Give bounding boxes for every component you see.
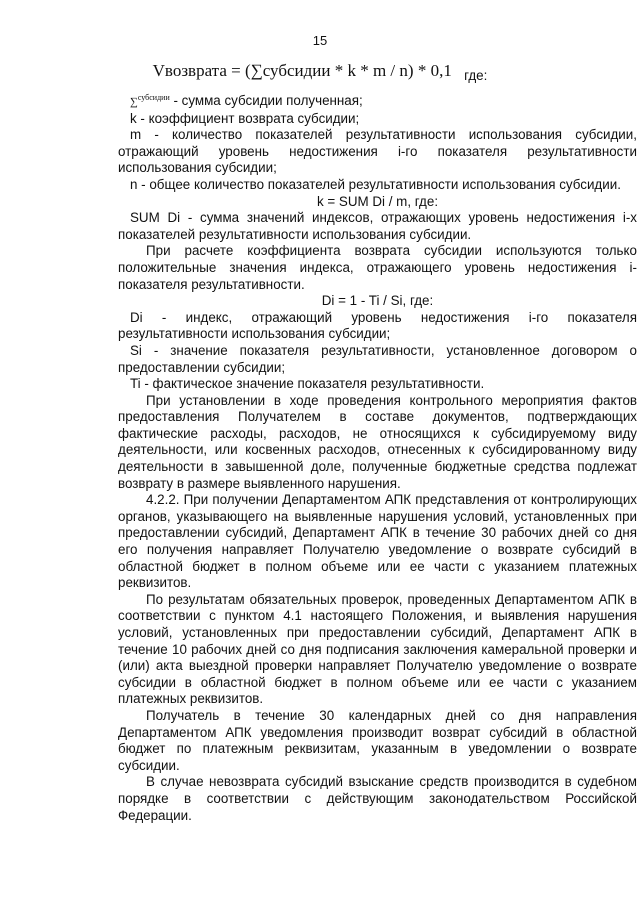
definition-sum-di: SUM Di - сумма значений индексов, отражающих уровень недостижения i-х показателей результативности использования субсидии. [118,210,637,242]
formula-di: Di = 1 - Ti / Si, где: [321,293,434,309]
definition-m: m - количество показателей результативности использования субсидии, отражающий уровень недостижения i-го показателя результативности использования субсидии; [118,127,637,176]
formula-k: k = SUM Di / m, где: [316,193,439,209]
definition-di: Di - индекс, отражающий уровень недостижения i-го показателя результативности использования субсидии; [118,309,637,342]
paragraph-court: В случае невозврата субсидий взыскание средств производится в судебном порядке в соответствии с действующим законодательством Российской Федерации. [118,774,637,823]
paragraph-positive-note: При расчете коэффициента возврата субсидии используются только положительные значения индекса, отражающего уровень недостижения i-показателя результативности. [118,243,637,292]
paragraph-checks: По результатам обязательных проверок, проведенных Департаментом АПК в соответствии с пунктом 4.1 настоящего Положения, и выявления нарушения условий, установленных при предоставлении субсидий, Департамент АПК в течение 10 рабочих дней со дня подписания заключения камеральной проверки и (или) акта выездной проверки направляет Получателю уведомление о возврате субсидии в областной бюджет в полном объеме или ее части с указанием платежных реквизитов. [118,591,637,707]
document-body [118,90,637,824]
definition-si: Si - значение показателя результативности, установленное договором о предоставлении субсидии; [118,342,637,375]
sum-symbol: $\sum_{субсидии}$ [130,93,170,108]
definition-k: k - коэффициент возврата субсидии; [130,110,360,126]
definition-ti: Ti - фактическое значение показателя результативности. [130,376,485,392]
definition-sum-text: - сумма субсидии полученная; [173,93,363,108]
formula-return [0,61,640,81]
formula-return-suffix: где: [464,68,488,83]
definition-sum [118,90,637,111]
definition-n: n - общее количество показателей результативности использования субсидии. [130,176,621,192]
paragraph-facts: При установлении в ходе проведения контрольного мероприятия фактов предоставления Получателем в составе документов, подтверждающих фактические расходы, расходов, не относящихся к субсидируемому виду деятельности, или косвенных расходов, отнесенных к субсидированному виду деятельности в завышенной доле, полученные бюджетные средства подлежат возврату в размере выявленного нарушения. [118,392,637,491]
formula-return-expression: Vвозврата = (∑субсидии * k * m / n) * 0,1 [152,61,452,80]
page-number: 15 [312,33,328,48]
paragraph-return: Получатель в течение 30 календарных дней со дня направления Департаментом АПК уведомления производит возврат субсидий в областной бюджет по платежным реквизитам, указанным в уведомлении о возврате субсидии. [118,707,637,773]
paragraph-4-2-2: 4.2.2. При получении Департаментом АПК представления от контролирующих органов, указывающего на выявленные нарушения условий, установленных при предоставлении субсидий, Департамент АПК в течение 30 рабочих дней со дня его получения направляет Получателю уведомление о возврате субсидий в областной бюджет в полном объеме или ее части с указанием платежных реквизитов. [118,492,637,591]
